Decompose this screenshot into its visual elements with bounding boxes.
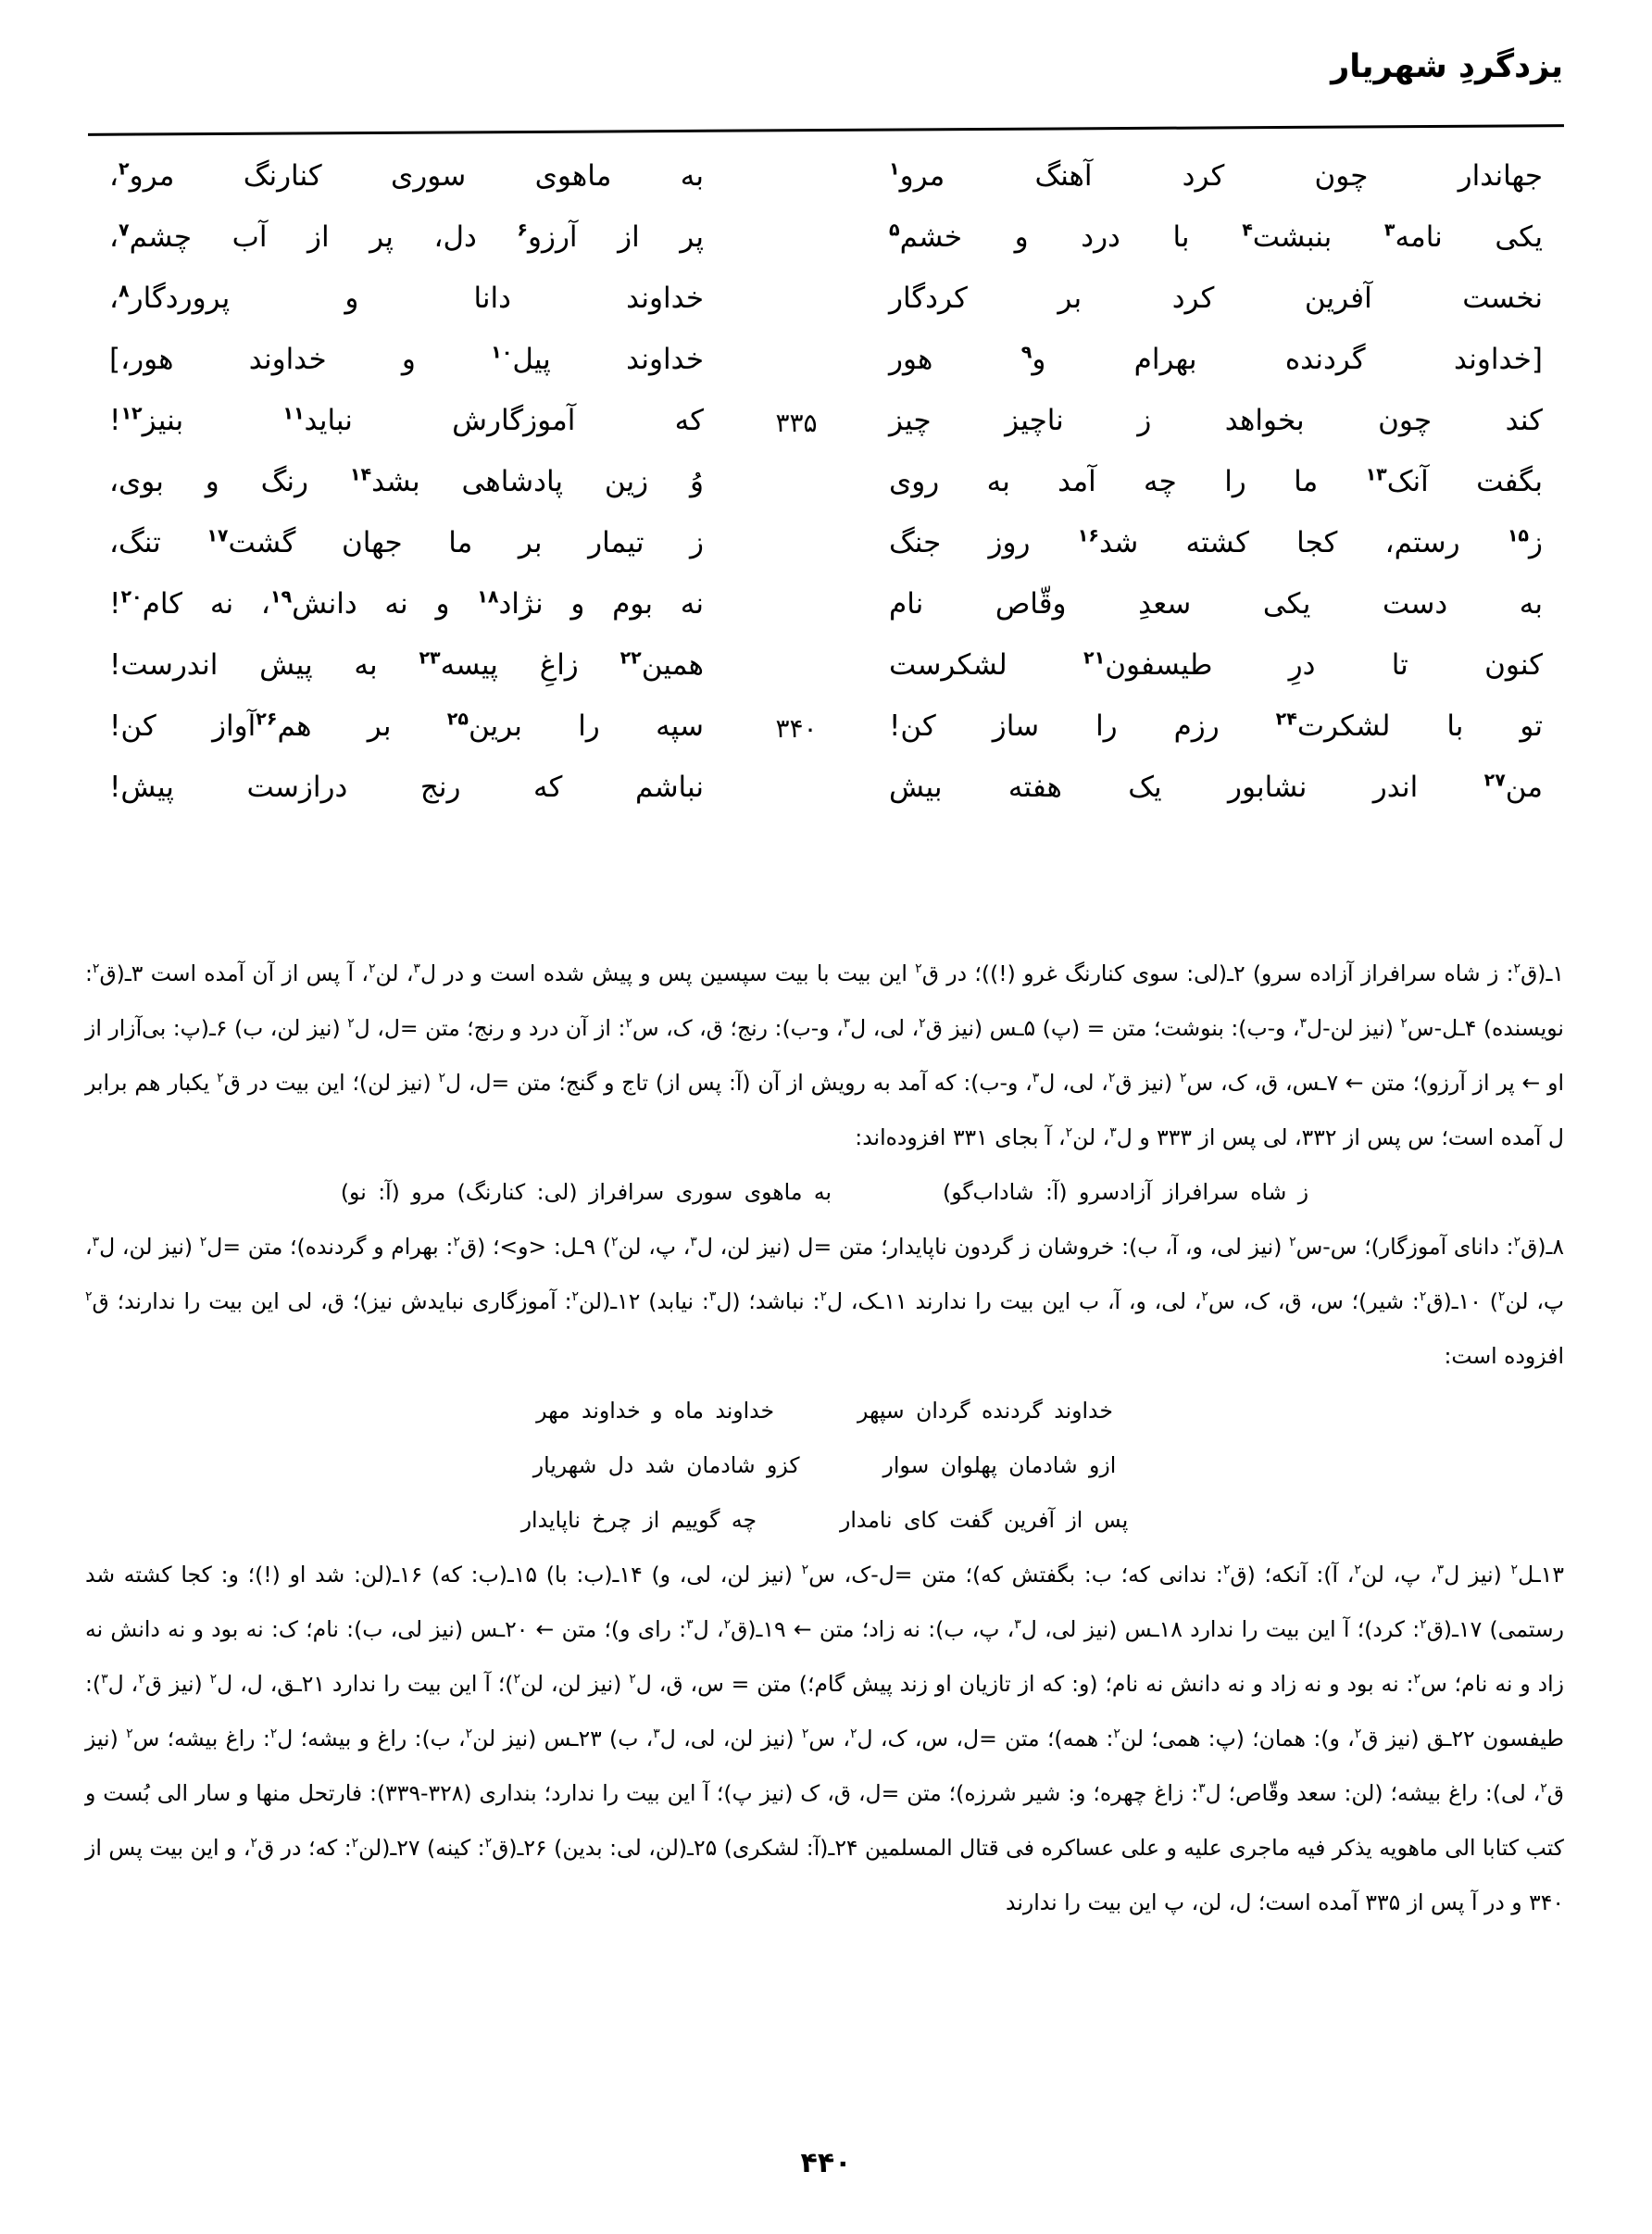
- couplet: [109, 587, 1543, 648]
- poem-block: [109, 159, 1543, 832]
- first-hemistich: تو با لشکرت$^{۲۴}$ رزم را ساز کن!: [889, 709, 1543, 743]
- apparatus-inserted-verse: [85, 1493, 1564, 1548]
- second-hemistich: خداوند دانا و پروردگار$^۸$،: [109, 281, 704, 315]
- inserted-first-hemistich: ز شاه سرافراز آزادسرو (آ: شاداب‌گو): [943, 1179, 1309, 1205]
- second-hemistich: نباشم که رنج درازست پیش!: [109, 771, 704, 804]
- couplet: [109, 709, 1543, 771]
- apparatus-paragraph-1: ۱ـ(ق$^۲$: ز شاه سرافراز آزاده سرو) ۲ـ(لی: سوی کنارنگ غرو (!))؛ در ق$^۲$ این بیت با بیت سپسین پس و پیش شده است و در ل$^۳$، لن$^۲$، آ پس از آن آمده است ۳ـ(ق$^۲$: نویسنده) ۴ـل-س$^۲$ (نیز لن-ل$^۳$، و-ب): بنوشت؛ متن = (پ) ۵ـس (نیز ق$^۲$، لی، ل$^۳$، و-ب): رنج؛ ق، ک، س$^۲$: از آن درد و رنج؛ متن =ل، ل$^۲$ (نیز لن، ب) ۶ـ(پ: بی‌آزار از او ← پر از آرزو)؛ متن ← ۷ـس، ق، ک، س$^۲$ (نیز ق$^۲$، لی، ل$^۳$، و-ب): که آمد به رویش از آن (آ: پس از) تاج و گنج؛ متن =ل، ل$^۲$ (نیز لن)؛ این بیت در ق$^۲$ یکبار هم برابر ل آمده است؛ س پس از ۳۳۲، لی پس از ۳۳۳ و ل$^۳$، لن$^۲$، آ بجای ۳۳۱ افزوده‌اند:: [85, 960, 1564, 1150]
- first-hemistich: کنون تا درِ طیسفون$^{۲۱}$ لشکرست: [889, 647, 1543, 682]
- first-hemistich: من$^{۲۷}$ اندر نشابور یک هفته بیش: [889, 770, 1543, 804]
- second-hemistich: ز تیمار بر ما جهان گشت$^{۱۷}$ تنگ،: [109, 525, 704, 559]
- inserted-second-hemistich: به ماهوی سوری سرافراز (لی: کنارنگ) مرو (آ: نو): [340, 1179, 832, 1205]
- verse-number: [757, 282, 836, 285]
- verse-number: [757, 587, 836, 591]
- verse-number: [757, 648, 836, 652]
- verse-number: ۳۳۵: [775, 408, 818, 438]
- critical-apparatus: [85, 947, 1564, 1930]
- first-hemistich: کند چون بخواهد ز ناچیز چیز: [889, 404, 1543, 437]
- apparatus-paragraph-3: ۱۳ـل$^۲$ (نیز ل$^۳$، پ، لن$^۲$، آ): آنکه؛ (ق$^۲$: ندانی که؛ ب: بگفتش که)؛ متن =ل-ک، س$^۲$ (نیز لن، لی، و) ۱۴ـ(ب: با) ۱۵ـ(ب: که) ۱۶ـ(لن: شد او (!)؛ و: کجا کشته شد رستمی) ۱۷ـ(ق$^۲$: کرد)؛ آ این بیت را ندارد ۱۸ـس (نیز لی، ل$^۳$، پ، ب): نه زاد؛ متن ← ۱۹ـ(ق$^۲$، ل$^۳$: رای و)؛ متن ← ۲۰ـس (نیز لی، ب): نام؛ ک: نه بود و نه دانش نه زاد و نه نام؛ س$^۲$: نه بود و نه زاد و نه دانش نه نام؛ (و: که از تازیان او زند پیش گام؛) متن = س، ق، ل$^۲$ (نیز لن، لن$^۲$)؛ آ این بیت را ندارد ۲۱ـق، ل، ل$^۲$ (نیز ق$^۲$، ل$^۳$): طیفسون ۲۲ـق (نیز ق$^۲$، و): همان؛ (پ: همی؛ لن$^۲$: همه)؛ متن =ل، س، ک، ل$^۲$، س$^۲$ (نیز لن، لی، ل$^۳$، ب) ۲۳ـس (نیز لن$^۲$، ب): راغ و بیشه؛ ل$^۲$: راغ بیشه؛ س$^۲$ (نیز ق$^۲$، لی): راغ بیشه؛ (لن: سعد وقّاص؛ ل$^۳$: زاغ چهره؛ و: شیر شرزه)؛ متن =ل، ق، ک (نیز پ)؛ آ این بیت را ندارد؛ بنداری (۳۲۸-۳۳۹): فارتحل منها و سار الی بُست و کتب کتابا الی ماهویه یذکر فیه ماجری علیه و علی عساکره فی قتال المسلمین ۲۴ـ(آ: لشکری) ۲۵ـ(لن، لی: بدین) ۲۶ـ(ق$^۲$: کینه) ۲۷ـ(لن$^۲$: که؛ در ق$^۲$، و این بیت پس از ۳۴۰ و در آ پس از ۳۳۵ آمده است؛ ل، لن، پ این بیت را ندارند: [85, 1562, 1564, 1915]
- verse-number: [757, 465, 836, 469]
- first-hemistich: یکی نامه$^۳$ بنبشت$^۴$ با درد و خشم$^۵$: [889, 220, 1543, 254]
- inserted-first-hemistich: ازو شادمان پهلوان سوار: [882, 1452, 1117, 1478]
- page-title: یزدگردِ شهریار: [1331, 48, 1563, 85]
- first-hemistich: جهاندار چون کرد آهنگ مرو$^۱$: [889, 158, 1543, 193]
- verse-number: [757, 526, 836, 530]
- second-hemistich: وُ زین پادشاهی بشد$^{۱۴}$ رنگ و بوی،: [109, 464, 704, 498]
- couplet: [109, 220, 1543, 282]
- couplet: [109, 465, 1543, 526]
- verse-number: [757, 343, 836, 346]
- apparatus-inserted-verse: [85, 1438, 1564, 1493]
- page-number: ۴۴۰: [800, 2147, 852, 2179]
- second-hemistich: به ماهوی سوری کنارنگ مرو$^۲$،: [109, 158, 704, 193]
- inserted-first-hemistich: پس از آفرین گفت کای نامدار: [840, 1507, 1129, 1533]
- apparatus-paragraph-2: ۸ـ(ق$^۲$: دانای آموزگار)؛ س-س$^۲$ (نیز لی، و، آ، ب): خروشان ز گردون ناپایدار؛ متن =ل (نیز لن، ل$^۳$، پ، لن$^۲$) ۹ـل: <و>؛ (ق$^۲$: بهرام و گردنده)؛ متن =ل$^۲$ (نیز لن، ل$^۳$، پ، لن$^۲$) ۱۰ـ(ق$^۲$: شیر)؛ س، ق، ک، س$^۲$، لی، و، آ، ب این بیت را ندارند ۱۱ـک، ل$^۲$: نباشد؛ (ل$^۳$: نیابد) ۱۲ـ(لن$^۲$: آموزگاری نبایدش نیز)؛ ق، لی این بیت را ندارند؛ ق$^۲$ افزوده است:: [85, 1234, 1565, 1369]
- second-hemistich: سپه را برین$^{۲۵}$ بر هم$^{۲۶}$آواز کن!: [109, 709, 705, 743]
- couplet: [109, 404, 1543, 465]
- couplet: [109, 282, 1543, 343]
- inserted-first-hemistich: خداوند گردنده گردان سپهر: [857, 1398, 1113, 1424]
- verse-number: [757, 771, 836, 774]
- inserted-second-hemistich: کزو شادمان شد دل شهریار: [532, 1452, 800, 1478]
- first-hemistich: نخست آفرین کرد بر کردگار: [889, 282, 1543, 315]
- first-hemistich: بگفت آنک$^{۱۳}$ ما را چه آمد به روی: [889, 464, 1544, 498]
- inserted-second-hemistich: خداوند ماه و خداوند مهر: [536, 1398, 775, 1424]
- second-hemistich: خداوند پیل$^{۱۰}$ و خداوند هور،]: [109, 342, 704, 376]
- couplet: [109, 343, 1543, 404]
- first-hemistich: ز$^{۱۵}$ رستم، کجا کشته شد$^{۱۶}$ روز جنگ: [889, 525, 1544, 559]
- couplet: [109, 159, 1543, 220]
- verse-number: [757, 220, 836, 224]
- second-hemistich: همین$^{۲۲}$ زاغِ پیسه$^{۲۳}$ به پیش اندرست!: [109, 647, 705, 682]
- verse-number: [757, 159, 836, 163]
- verse-number: ۳۴۰: [775, 713, 818, 744]
- inserted-second-hemistich: چه گوییم از چرخ ناپایدار: [520, 1507, 757, 1533]
- couplet: [109, 648, 1543, 709]
- second-hemistich: نه بوم و نژاد$^{۱۸}$ و نه دانش$^{۱۹}$، نه کام$^{۲۰}$!: [109, 586, 704, 621]
- header-rule: [88, 124, 1564, 136]
- first-hemistich: [خداوند گردنده بهرام و$^۹$ هور: [889, 342, 1544, 376]
- second-hemistich: پر از آرزو$^۶$ دل، پر از آب چشم$^۷$،: [109, 220, 705, 254]
- second-hemistich: که آموزگارش نباید$^{۱۱}$ بنیز$^{۱۲}$!: [109, 403, 704, 437]
- first-hemistich: به دست یکی سعدِ وقّاص نام: [889, 587, 1543, 621]
- apparatus-inserted-verse: [85, 1384, 1564, 1438]
- couplet: [109, 526, 1543, 587]
- couplet: [109, 771, 1543, 832]
- apparatus-inserted-verse: [85, 1165, 1564, 1220]
